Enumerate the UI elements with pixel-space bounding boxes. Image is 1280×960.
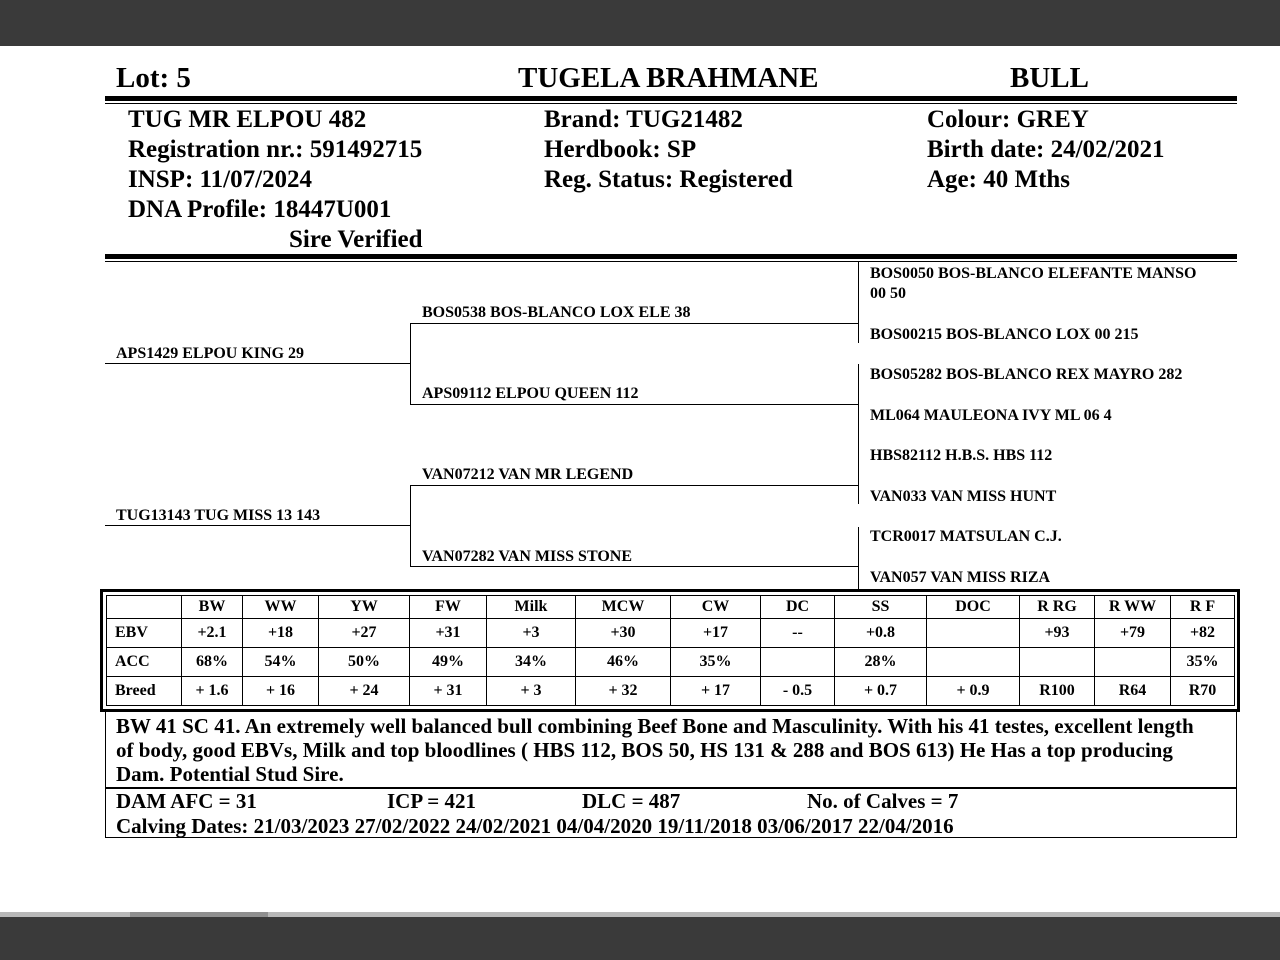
breed-cell: + 0.9	[927, 677, 1020, 706]
breed-cell: + 24	[319, 677, 410, 706]
acc-cell: 35%	[671, 648, 761, 677]
header-rule-thick	[105, 96, 1237, 101]
pedigree-dam-dam: VAN07282 VAN MISS STONE	[422, 548, 632, 565]
ebv-cell: +93	[1020, 619, 1095, 648]
header-rule-thin	[105, 103, 1237, 104]
pedigree-sire-sire: BOS0538 BOS-BLANCO LOX ELE 38	[422, 304, 691, 321]
ebv-cell: +3	[487, 619, 576, 648]
horizontal-scrollbar[interactable]	[0, 912, 1280, 917]
breed-cell: R70	[1171, 677, 1235, 706]
ebv-col-header: YW	[319, 596, 410, 619]
lot-number: Lot: 5	[116, 62, 191, 94]
dna-profile: DNA Profile: 18447U001	[128, 196, 392, 223]
acc-cell	[761, 648, 835, 677]
sire-verified: Sire Verified	[289, 226, 423, 253]
info-rule-thin	[105, 261, 1237, 262]
ebv-col-header: R F	[1171, 596, 1235, 619]
acc-cell	[1020, 648, 1095, 677]
herdbook: Herdbook: SP	[544, 136, 697, 163]
pedigree-sss: BOS0050 BOS-BLANCO ELEFANTE MANSO	[870, 265, 1197, 282]
breed-cell: + 1.6	[182, 677, 243, 706]
acc-cell: 68%	[182, 648, 243, 677]
ebv-col-header: SS	[835, 596, 927, 619]
acc-cell: 35%	[1171, 648, 1235, 677]
acc-cell: 50%	[319, 648, 410, 677]
ebv-row-label: EBV	[107, 619, 182, 648]
animal-name: TUG MR ELPOU 482	[128, 106, 367, 133]
breed-cell: R100	[1020, 677, 1095, 706]
dam-dlc: DLC = 487	[582, 789, 681, 813]
pedigree-sdd: ML064 MAULEONA IVY ML 06 4	[870, 407, 1112, 424]
breed-row	[107, 677, 1235, 706]
registration-number: Registration nr.: 591492715	[128, 136, 423, 163]
dam-icp: ICP = 421	[387, 789, 476, 813]
ebv-cell: +2.1	[182, 619, 243, 648]
ebv-cell: +79	[1095, 619, 1171, 648]
age: Age: 40 Mths	[927, 166, 1071, 193]
breed-cell: + 0.7	[835, 677, 927, 706]
acc-row-label: ACC	[107, 648, 182, 677]
reg-status: Reg. Status: Registered	[544, 166, 793, 193]
ebv-cell	[927, 619, 1020, 648]
breed-cell: - 0.5	[761, 677, 835, 706]
ebv-col-header: Milk	[487, 596, 576, 619]
birth-date: Birth date: 24/02/2021	[927, 136, 1165, 163]
breed-cell: + 32	[576, 677, 671, 706]
ebv-col-header: MCW	[576, 596, 671, 619]
stud-name: TUGELA BRAHMANE	[518, 62, 819, 94]
ebv-cell: +82	[1171, 619, 1235, 648]
ebv-col-header: FW	[410, 596, 487, 619]
breed-cell: + 17	[671, 677, 761, 706]
pedigree-dam-sire: VAN07212 VAN MR LEGEND	[422, 466, 634, 483]
viewer-bottom-bar	[0, 912, 1280, 960]
viewer-top-bar	[0, 0, 1280, 46]
acc-cell: 28%	[835, 648, 927, 677]
acc-cell	[1095, 648, 1171, 677]
dam-calves: No. of Calves = 7	[807, 789, 959, 813]
ebv-col-header: R RG	[1020, 596, 1095, 619]
calving-dates: Calving Dates: 21/03/2023 27/02/2022 24/02/2021 04/04/2020 19/11/2018 03/06/2017 22/04/2016	[116, 814, 954, 838]
ebv-col-header: R WW	[1095, 596, 1171, 619]
pedigree-ssd: BOS00215 BOS-BLANCO LOX 00 215	[870, 326, 1139, 343]
insp-date: INSP: 11/07/2024	[128, 166, 313, 193]
breed-cell: R64	[1095, 677, 1171, 706]
breed-cell: + 16	[243, 677, 319, 706]
ebv-header-row	[107, 596, 1235, 619]
acc-cell: 34%	[487, 648, 576, 677]
ebv-col-header: CW	[671, 596, 761, 619]
pedigree-dsd: VAN033 VAN MISS HUNT	[870, 488, 1057, 505]
pedigree-dam: TUG13143 TUG MISS 13 143	[116, 507, 321, 524]
pedigree-ddd: VAN057 VAN MISS RIZA	[870, 569, 1051, 586]
scrollbar-thumb[interactable]	[130, 912, 268, 917]
ebv-col-header	[107, 596, 182, 619]
ebv-cell: +0.8	[835, 619, 927, 648]
colour: Colour: GREY	[927, 106, 1089, 133]
ebv-cell: +27	[319, 619, 410, 648]
brand: Brand: TUG21482	[544, 106, 743, 133]
ebv-cell: +31	[410, 619, 487, 648]
pedigree-sire: APS1429 ELPOU KING 29	[116, 345, 305, 362]
breed-row-label: Breed	[107, 677, 182, 706]
ebv-row	[107, 619, 1235, 648]
dam-afc: DAM AFC = 31	[116, 789, 257, 813]
ebv-cell: +18	[243, 619, 319, 648]
acc-cell: 46%	[576, 648, 671, 677]
pedigree-sss-cont: 00 50	[870, 285, 906, 302]
pedigree-sds: BOS05282 BOS-BLANCO REX MAYRO 282	[870, 366, 1183, 383]
ebv-cell: +30	[576, 619, 671, 648]
ebv-col-header: WW	[243, 596, 319, 619]
pedigree-dss: HBS82112 H.B.S. HBS 112	[870, 447, 1053, 464]
pedigree-sire-dam: APS09112 ELPOU QUEEN 112	[422, 385, 639, 402]
ebv-col-header: DC	[761, 596, 835, 619]
acc-row	[107, 648, 1235, 677]
ebv-cell: +17	[671, 619, 761, 648]
ebv-col-header: DOC	[927, 596, 1020, 619]
breed-cell: + 31	[410, 677, 487, 706]
breed-cell: + 3	[487, 677, 576, 706]
acc-cell: 49%	[410, 648, 487, 677]
info-rule-thick	[105, 254, 1237, 259]
acc-cell	[927, 648, 1020, 677]
acc-cell: 54%	[243, 648, 319, 677]
animal-type: BULL	[1010, 62, 1089, 94]
ebv-table	[106, 595, 1235, 706]
ebv-col-header: BW	[182, 596, 243, 619]
pedigree-dds: TCR0017 MATSULAN C.J.	[870, 528, 1062, 545]
comment-text: BW 41 SC 41. An extremely well balanced bull combining Beef Bone and Masculinity. With his 41 testes, excellent length of body, good EBVs, Milk and top bloodlines ( HBS 112, BOS 50, HS 131 & 288 and BOS 613) He Has a top producing Dam. Potential Stud Sire.	[116, 714, 1194, 786]
ebv-cell: --	[761, 619, 835, 648]
